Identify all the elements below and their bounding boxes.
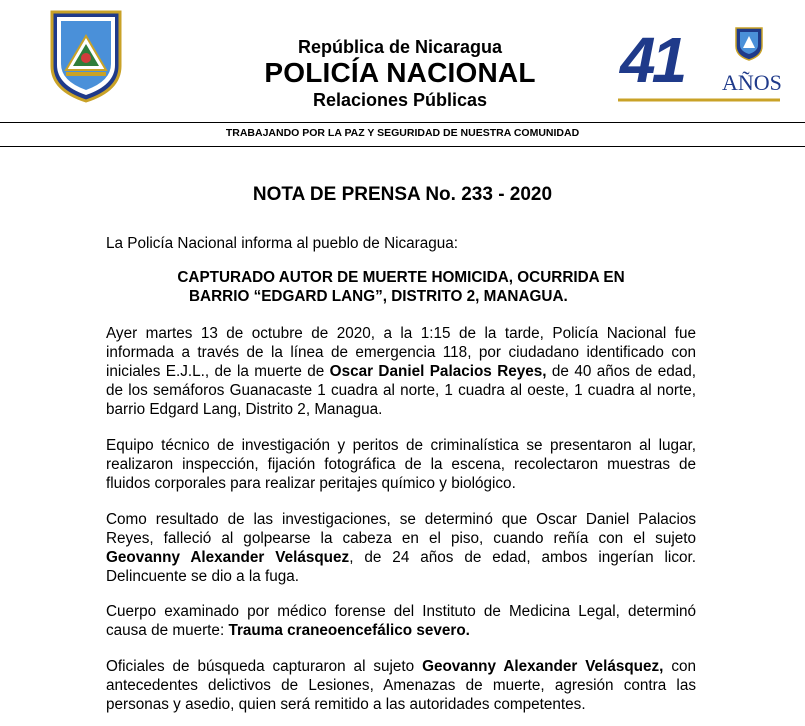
paragraph-5 (106, 657, 696, 714)
paragraph-5-text-c: con antecedentes delictivos de Lesiones, Amenazas de muerte, agresión contra las personas y asedio, quien será remitido a las autoridades competentes. (106, 658, 696, 713)
motto: TRABAJANDO POR LA PAZ Y SEGURIDAD DE NUESTRA COMUNIDAD (225, 127, 580, 139)
victim-name: Oscar Daniel Palacios Reyes, (329, 363, 547, 380)
intro-line: La Policía Nacional informa al pueblo de Nicaragua: (106, 235, 459, 252)
headline-line-1: CAPTURADO AUTOR DE MUERTE HOMICIDA, OCURRIDA EN (177, 269, 625, 286)
anniversary-41-logo (618, 22, 788, 104)
paragraph-3 (106, 510, 696, 586)
press-release-title: NOTA DE PRENSA No. 233 - 2020 (252, 184, 553, 205)
paragraph-4 (106, 602, 696, 640)
svg-text:AÑOS: AÑOS (722, 70, 782, 95)
header-divider-bottom (0, 146, 805, 147)
header-country: República de Nicaragua (297, 37, 503, 57)
paragraph-2: Equipo técnico de investigación y peritos de criminalística se presentaron al lugar, realizaron inspección, fijación fotográfica de la escena, recolectaron muestras de fluidos corporales para realizar peritajes químico y biológico. (106, 437, 696, 492)
suspect-name: Geovanny Alexander Velásquez (106, 549, 350, 566)
letterhead (0, 0, 805, 122)
header-department: Relaciones Públicas (312, 90, 488, 110)
headline-line-2: BARRIO “EDGARD LANG”, DISTRITO 2, MANAGUA. (189, 288, 568, 305)
svg-text:41: 41 (620, 24, 684, 96)
captured-suspect-name: Geovanny Alexander Velásquez, (422, 658, 664, 675)
header-divider-top (0, 122, 805, 123)
paragraph-1-text-a: Ayer martes 13 de octubre de 2020, a la 1:15 de la tarde, Policía Nacional fue informada a través de la línea de emergencia 118, por ciudadano identificado con iniciales E.J.L., de la muerte de (106, 325, 696, 380)
paragraph-4-text-a: Cuerpo examinado por médico forense del Instituto de Medicina Legal, determinó causa de muerte: (106, 603, 696, 639)
paragraph-5-text-a: Oficiales de búsqueda capturaron al sujeto (106, 658, 423, 675)
paragraph-1 (106, 324, 696, 419)
cause-of-death: Trauma craneoencefálico severo. (228, 622, 470, 639)
paragraph-3-text-a: Como resultado de las investigaciones, se determinó que Oscar Daniel Palacios Reyes, falleció al golpearse la cabeza en el piso, cuando reñía con el sujeto (106, 511, 696, 547)
headline (106, 268, 696, 306)
header-institution: POLICÍA NACIONAL (264, 57, 536, 88)
paragraph-3-text-c: , de 24 años de edad, ambos ingerían licor. Delincuente se dio a la fuga. (106, 549, 696, 585)
paragraph-1-text-c: de 40 años de edad, de los semáforos Guanacaste 1 cuadra al norte, 1 cuadra al oeste, 1 cuadra al norte, barrio Edgard Lang, Distrito 2, Managua. (106, 363, 696, 418)
police-badge-logo (48, 8, 124, 104)
